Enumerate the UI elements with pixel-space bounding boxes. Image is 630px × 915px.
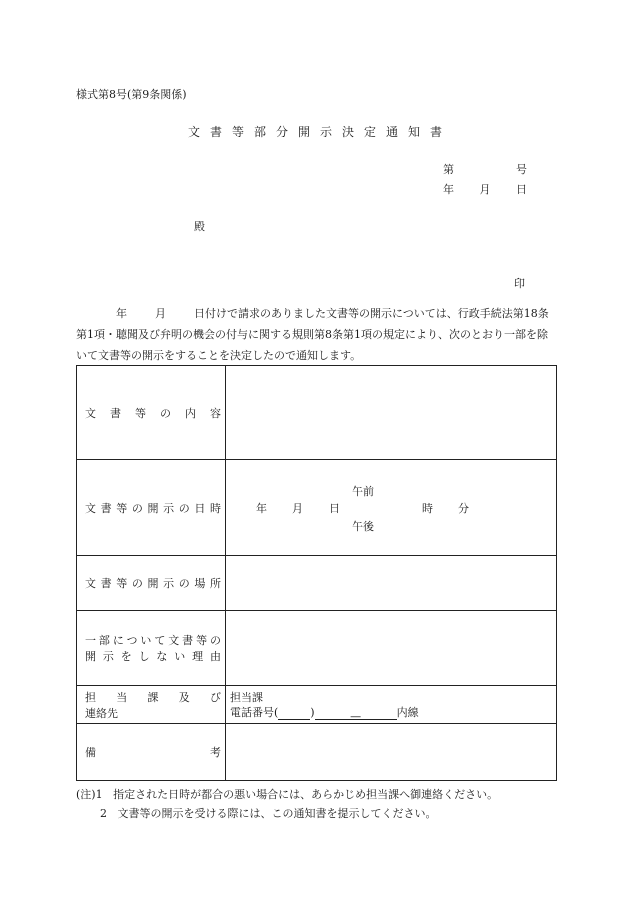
table-row — [77, 611, 557, 686]
table-row — [77, 724, 557, 781]
dept-line: 担当課 — [230, 690, 263, 704]
dt-day: 日 — [329, 502, 340, 515]
date-day: 日 — [516, 183, 527, 196]
content-label: 文書等の内容 — [77, 366, 226, 460]
number-prefix: 第 — [443, 163, 454, 176]
reason-label: 一部について文書等の 開示をしない理由 — [77, 611, 226, 686]
phone-line: 電話番号( ) — 内線 — [230, 705, 419, 723]
dt-hour: 時 — [422, 502, 433, 515]
form-number: 様式第8号(第9条関係) — [76, 88, 187, 101]
table-row — [77, 556, 557, 611]
datetime-value[interactable] — [226, 460, 557, 556]
remarks-value[interactable] — [226, 724, 557, 781]
content-value[interactable] — [226, 366, 557, 460]
number-suffix: 号 — [516, 163, 527, 176]
table-row — [77, 686, 557, 724]
dt-minute: 分 — [458, 502, 469, 515]
place-label: 文書等の開示の場所 — [77, 556, 226, 611]
contact-value[interactable] — [226, 686, 557, 724]
document-number-line — [443, 161, 527, 177]
disclosure-table — [76, 365, 557, 781]
date-month: 月 — [479, 183, 491, 196]
place-value[interactable] — [226, 556, 557, 611]
body-year: 年 — [116, 307, 127, 320]
addressee-suffix: 殿 — [194, 220, 205, 233]
date-year: 年 — [443, 183, 454, 196]
document-title: 文書等部分開示決定通知書 — [187, 125, 452, 139]
contact-label: 担 当 課 及 び 連絡先 — [77, 686, 226, 724]
dt-am: 午前 — [352, 485, 374, 498]
body-paragraph — [76, 303, 556, 366]
seal-mark: 印 — [514, 277, 525, 290]
document-date-line — [443, 181, 527, 197]
note-2: 2 文書等の開示を受ける際には、この通知書を提示してください。 — [100, 807, 437, 820]
dt-month: 月 — [292, 502, 303, 515]
body-month: 月 — [155, 307, 166, 320]
dt-pm: 午後 — [352, 520, 374, 533]
note-1: (注)1 指定された日時が都合の悪い場合には、あらかじめ担当課へ御連絡ください。 — [76, 788, 499, 801]
reason-value[interactable] — [226, 611, 557, 686]
dt-year: 年 — [256, 502, 267, 515]
table-row — [77, 460, 557, 556]
remarks-label: 備 考 — [77, 724, 226, 781]
table-row — [77, 366, 557, 460]
datetime-label: 文書等の開示の日時 — [77, 460, 226, 556]
body-text: 日付けで請求のありました文書等の開示については、行政手続法第18条第1項・聴聞及び弁明の機会の付与に関する規則第8条第1項の規定により、次のとおり一部を除いて文書等の開示をすることを決定したので通知します。 — [76, 307, 549, 362]
